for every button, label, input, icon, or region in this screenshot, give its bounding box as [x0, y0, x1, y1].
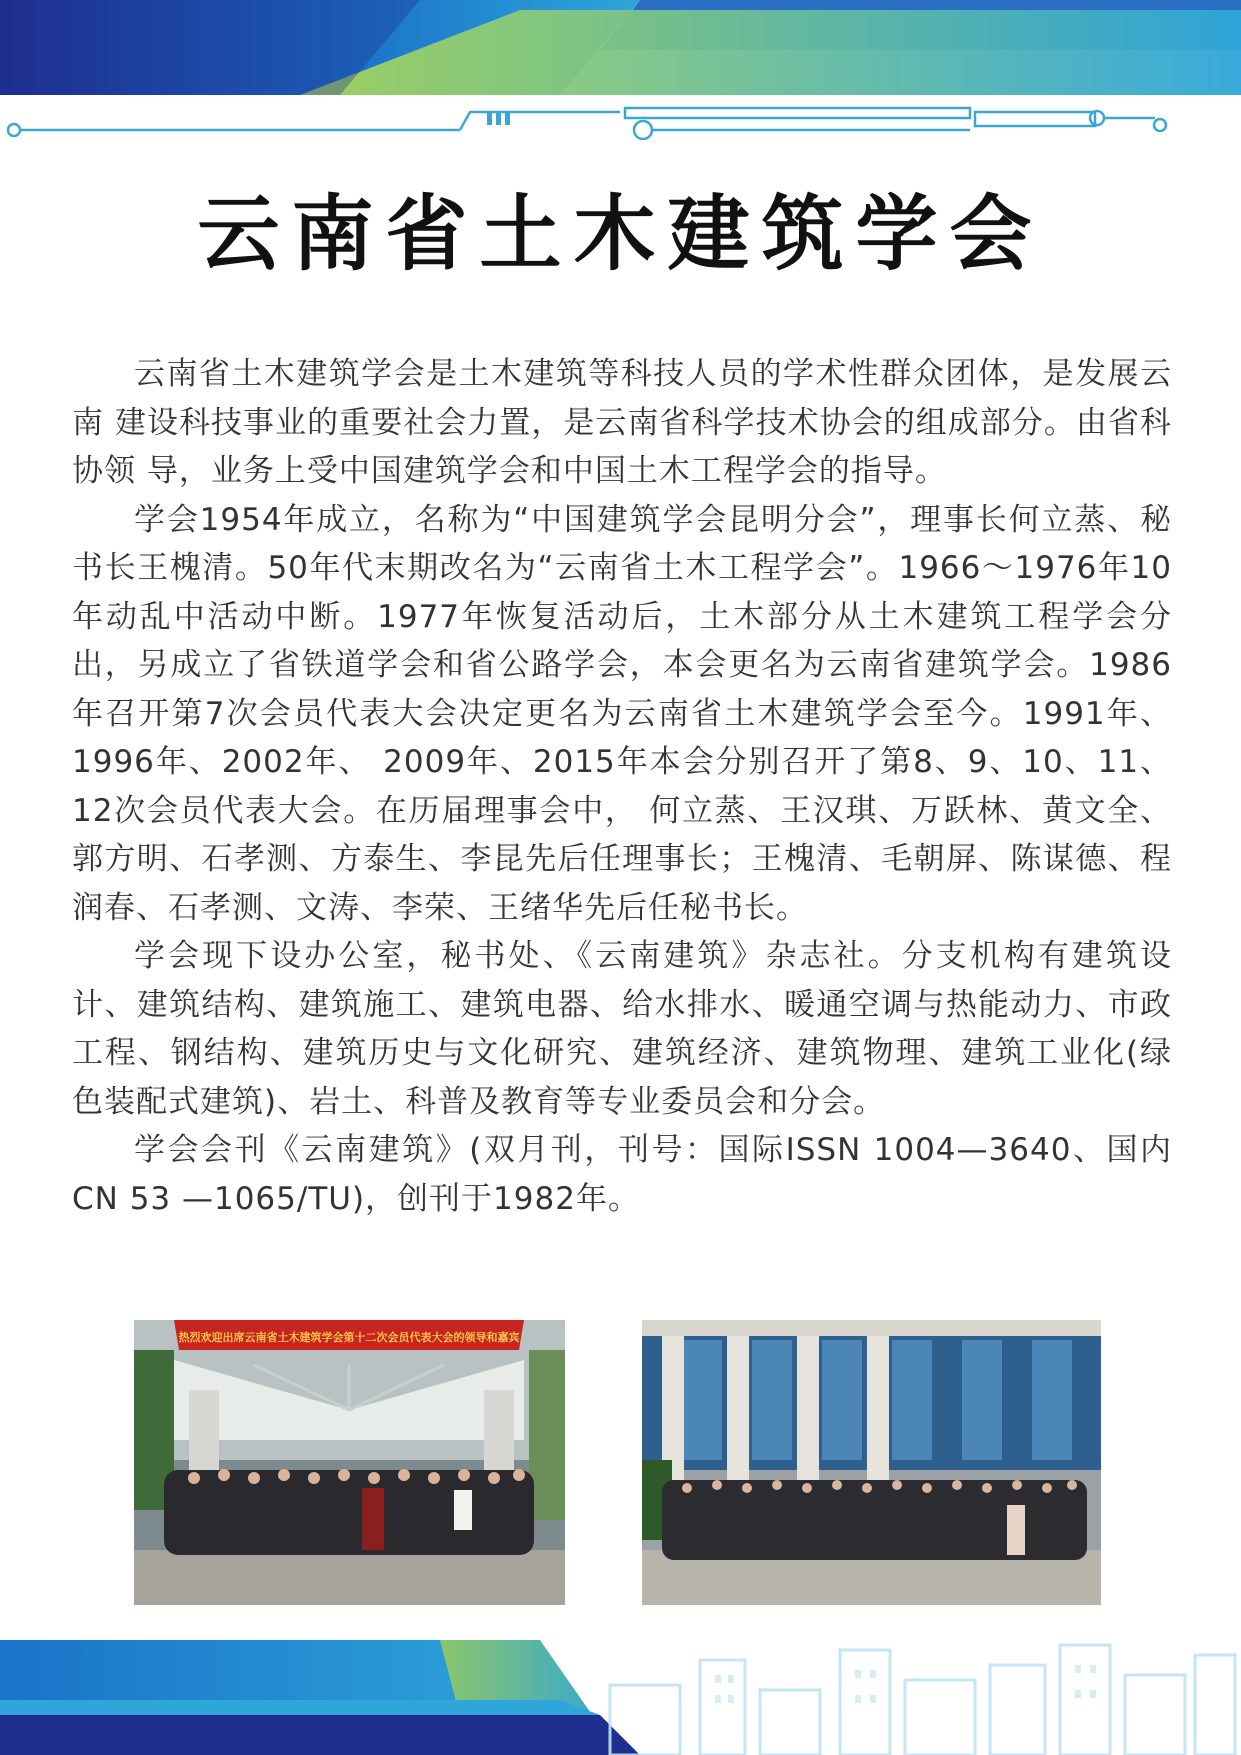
article-body: [72, 350, 1172, 1223]
page-title: 云南省土木建筑学会: [197, 187, 1044, 282]
paragraph-journal: 学会会刊《云南建筑》(双月刊，刊号：国际ISSN 1004—3640、国内CN 53 —1065/TU)，创刊于1982年。: [72, 1132, 1172, 1217]
paragraph-intro: 云南省土木建筑学会是土木建筑等科技人员的学术性群众团体，是发展云南 建设科技事业的重要社会力置，是云南省科学技术协会的组成部分。由省科协领 导，业务上受中国建筑学会和中国土木工程学会的指导。: [72, 356, 1172, 489]
group-photo-welcome-banner: [134, 1320, 565, 1605]
paragraph-organization: 学会现下设办公室，秘书处、《云南建筑》杂志社。分支机构有建筑设计、建筑结构、建筑施工、建筑电器、给水排水、暖通空调与热能动力、市政工程、钢结构、建筑历史与文化研究、建筑经济、建筑物理、建筑工业化(绿色装配式建筑)、岩土、科普及教育等专业委员会和分会。: [72, 938, 1172, 1120]
paragraph-history: 学会1954年成立，名称为“中国建筑学会昆明分会”，理事长何立蒸、秘书长王槐清。50年代末期改名为“云南省土木工程学会”。1966～1976年10年动乱中活动中断。1977年恢复活动后，土木部分从土木建筑工程学会分出，另成立了省铁道学会和省公路学会，本会更名为云南省建筑学会。1986年召开第7次会员代表大会决定更名为云南省土木建筑学会至今。1991年、1996年、2002年、 2009年、2015年本会分别召开了第8、9、10、11、12次会员代表大会。在历届理事会中， 何立蒸、王汉琪、万跃林、黄文全、郭方明、石孝测、方泰生、李昆先后任理事长；王槐清、毛朝屏、陈谋德、程润春、石孝测、文涛、李荣、王绪华先后任秘书长。: [72, 501, 1172, 926]
footer-decoration: [0, 1640, 1241, 1755]
banner-text: 热烈欢迎出席云南省土木建筑学会第十二次会员代表大会的领导和嘉宾: [178, 1331, 520, 1344]
group-photo-glass-building: [642, 1320, 1101, 1605]
header-decoration: [0, 0, 1241, 140]
